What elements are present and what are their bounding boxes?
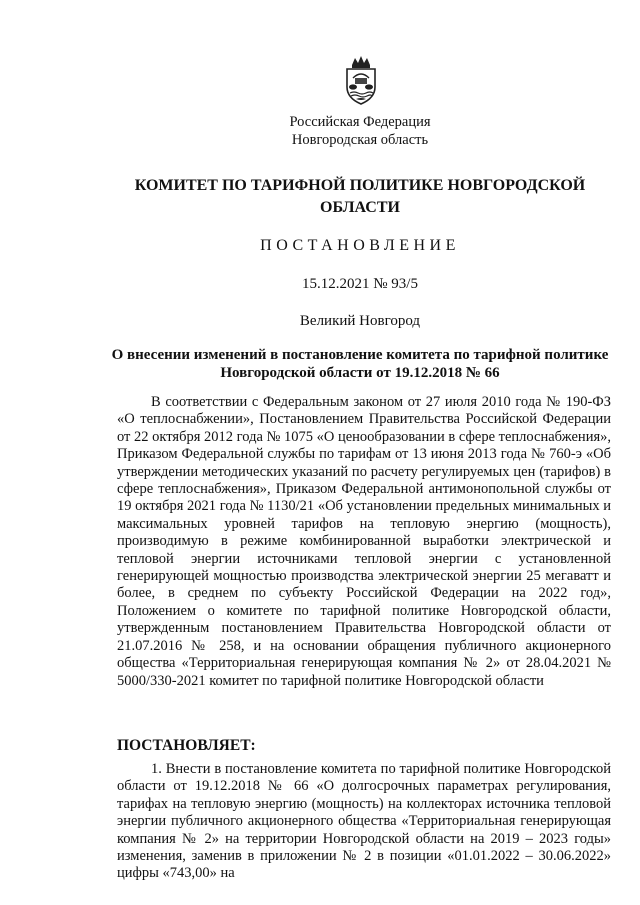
region-name: Новгородская область	[291, 132, 429, 148]
date-number: 15.12.2021 № 93/5	[302, 276, 418, 292]
item-1	[117, 761, 611, 883]
novgorod-coat-of-arms-icon	[342, 54, 380, 106]
preamble	[117, 394, 611, 690]
country-name: Российская Федерация	[289, 114, 431, 130]
committee-title: КОМИТЕТ ПО ТАРИФНОЙ ПОЛИТИКЕ НОВГОРОДСКОЙ ОБЛАСТИ	[134, 177, 586, 216]
document-subject: О внесении изменений в постановление комитета по тарифной политике Новгородской области от 19.12.2018 № 66	[111, 347, 609, 381]
document-type: ПОСТАНОВЛЕНИЕ	[260, 237, 460, 254]
item-1-text: 1. Внести в постановление комитета по тарифной политике Новгородской области от 19.12.2018 № 66 «О долгосрочных параметрах регулирования, тарифах на тепловую энергию (мощность) на коллекторах источника тепловой энергии публичного акционерного общества «Территориальная генерирующая компания № 2» на территории Новгородской области на 2019 – 2023 годы» изменения, заменив в приложении № 2 в позиции «01.01.2022 – 30.06.2022» цифры «743,00» на	[117, 761, 611, 882]
preamble-paragraph: В соответствии с Федеральным законом от 27 июля 2010 года № 190-ФЗ «О теплоснабжении», Постановлением Правительства Российской Федерации от 22 октября 2012 года № 1075 «О ценообразовании в сфере теплоснабжения», Приказом Федеральной службы по тарифам от 13 июня 2013 года № 760-э «Об утверждении методических указаний по расчету регулируемых цен (тарифов) в сфере теплоснабжения», Приказом Федеральной антимонопольной службы от 19 октября 2021 года № 1130/21 «Об установлении предельных минимальных и максимальных уровней тарифов на тепловую энергию (мощность), производимую в режиме комбинированной выработки электрической и тепловой энергии источниками тепловой энергии с установленной генерирующей мощностью производства электрической энергии 25 мегаватт и более, в среднем по субъекту Российской Федерации на 2022 год», Положением о комитете по тарифной политике Новгородской области, утвержденным постановлением Правительства Новгородской области от 21.07.2016 № 258, и на основании обращения публичного акционерного общества «Территориальная генерирующая компания № 2» от 28.04.2021 № 5000/330-2021 комитет по тарифной политике Новгородской области	[117, 394, 611, 689]
resolves-heading: ПОСТАНОВЛЯЕТ:	[117, 737, 256, 754]
city-name: Великий Новгород	[299, 313, 421, 329]
